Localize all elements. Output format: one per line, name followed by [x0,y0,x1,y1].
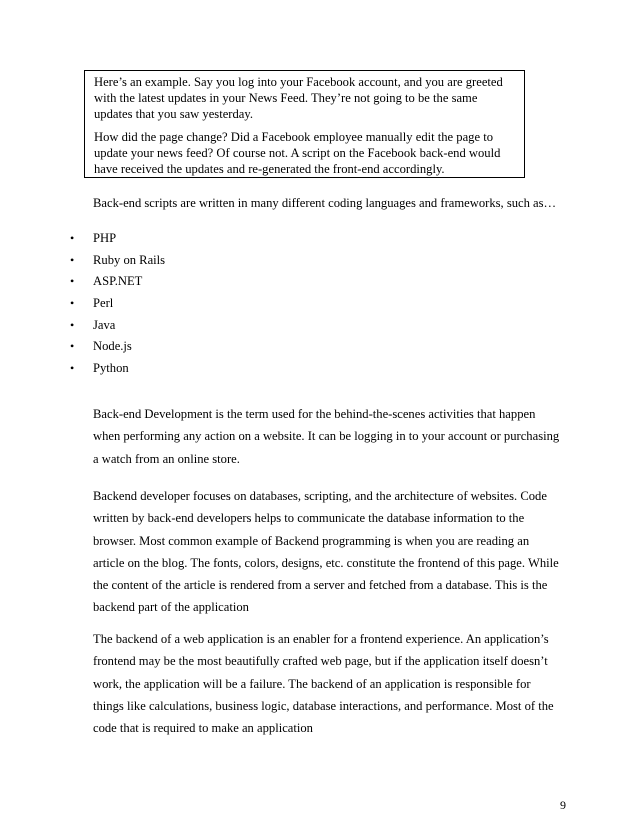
bullet-icon: • [70,296,75,311]
bullet-icon: • [70,339,75,354]
language-list [70,230,165,382]
list-item-label: Python [93,361,129,376]
bullet-icon: • [70,231,75,245]
list-item-label: Node.js [93,339,132,354]
bullet-icon: • [70,317,75,332]
list-item [70,252,165,274]
list-item [70,317,165,339]
list-item-label: Java [93,317,116,332]
list-item [70,360,165,382]
bullet-icon: • [70,274,75,289]
list-item-label: Ruby on Rails [93,252,166,267]
list-item-label: PHP [93,231,117,245]
list-item [70,295,165,317]
bullet-icon: • [70,361,75,376]
bullet-icon: • [70,252,75,267]
body-paragraph-1: Back-end Development is the term used for the behind-the-scenes activities that happen when performing any action on a website. It can be logging in to your account or purchasing a watch from an online store. [93,407,560,466]
list-item [70,273,165,295]
body-paragraph-3: The backend of a web application is an enabler for a frontend experience. An application’s frontend may be the most beautifully crafted web page, but if the application itself doesn’t work, the application will be a failure. The backend of an application is responsible for things like calculations, business logic, database interactions, and performance. Most of the code that is required to make an application [93,632,554,736]
example-box-paragraph-2: How did the page change? Did a Facebook employee manually edit the page to update your news feed? Of course not. A script on the Facebook back-end would have received the updates and re-generated the front-end accordingly. [94,130,501,176]
example-box [84,70,525,178]
page-number: 9 [560,798,566,812]
list-item [70,230,165,252]
body-paragraph-2: Backend developer focuses on databases, scripting, and the architecture of websites. Code written by back-end developers helps to communicate the database information to the browser. Most common example of Backend programming is when you are reading an article on the blog. The fonts, colors, designs, etc. constitute the frontend of this page. While the content of the article is rendered from a server and fetched from a database. This is the backend part of the application [93,489,559,615]
example-box-paragraph-1: Here’s an example. Say you log into your Facebook account, and you are greeted with the latest updates in your News Feed. They’re not going to be the same updates that you saw yesterday. [94,75,503,121]
list-item-label: Perl [93,296,114,311]
list-item-label: ASP.NET [93,274,143,289]
list-item [70,338,165,360]
intro-line: Back-end scripts are written in many different coding languages and frameworks, such as… [93,196,557,210]
